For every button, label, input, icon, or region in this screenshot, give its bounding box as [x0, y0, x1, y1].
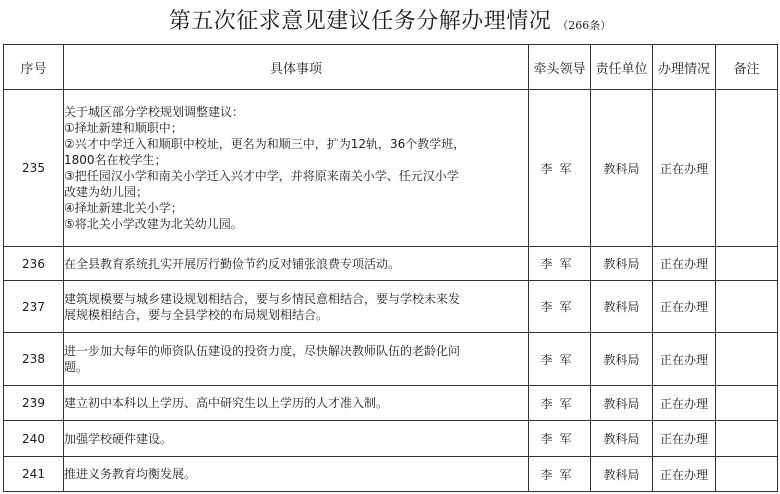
item-line: 题。	[64, 360, 89, 374]
row-unit: 教科局	[591, 457, 653, 492]
table-row	[4, 281, 778, 333]
header-item: 具体事项	[64, 45, 529, 90]
row-item	[64, 247, 529, 281]
header-num: 序号	[4, 45, 64, 90]
item-line: 建筑规模要与城乡建设规划相结合，要与乡情民意相结合，要与学校未来发	[64, 291, 461, 306]
row-status: 正在办理	[653, 421, 716, 457]
table-body	[4, 90, 778, 492]
item-line: 推进义务教育均衡发展。	[64, 467, 197, 481]
item-line: ④择址新建北关小学；	[64, 201, 183, 215]
row-status: 正在办理	[653, 333, 716, 386]
item-line: 建立初中本科以上学历、高中研究生以上学历的人才准入制。	[64, 396, 389, 410]
row-note	[716, 281, 778, 333]
row-item	[64, 386, 529, 421]
row-number: 237	[4, 281, 64, 333]
row-lead: 李军	[529, 333, 591, 386]
header-note: 备注	[716, 45, 778, 90]
row-status: 正在办理	[653, 281, 716, 333]
document-title	[0, 0, 780, 44]
row-lead: 李军	[529, 386, 591, 421]
item-line: 展规模相结合，要与全县学校的布局规划相结合。	[64, 307, 329, 322]
row-number: 235	[4, 90, 64, 247]
row-note	[716, 333, 778, 386]
item-line: 进一步加大每年的师资队伍建设的投资力度，尽快解决教师队伍的老龄化问	[64, 344, 461, 358]
item-line: ①择址新建和顺职中；	[64, 121, 183, 135]
row-item	[64, 281, 529, 333]
row-note	[716, 90, 778, 247]
table-row	[4, 247, 778, 281]
item-line: 关于城区部分学校规划调整建议：	[64, 105, 245, 119]
row-unit: 教科局	[591, 421, 653, 457]
row-note	[716, 421, 778, 457]
row-unit: 教科局	[591, 333, 653, 386]
row-item	[64, 421, 529, 457]
table-row	[4, 457, 778, 492]
row-status: 正在办理	[653, 386, 716, 421]
row-note	[716, 247, 778, 281]
item-line: 加强学校硬件建设。	[64, 431, 173, 446]
header-status: 办理情况	[653, 45, 716, 90]
table-row	[4, 90, 778, 247]
row-lead: 李军	[529, 421, 591, 457]
row-number: 241	[4, 457, 64, 492]
table-row	[4, 421, 778, 457]
row-number: 240	[4, 421, 64, 457]
row-lead: 李军	[529, 281, 591, 333]
item-line: ②兴才中学迁入和顺职中校址，更名为和顺三中，扩为12轨，36个教学班，	[64, 137, 466, 151]
item-line: ③把任园汉小学和南关小学迁入兴才中学，并将原来南关小学、任元汉小学	[64, 169, 459, 183]
title-main: 第五次征求意见建议任务分解办理情况	[168, 9, 552, 34]
row-unit: 教科局	[591, 90, 653, 247]
row-lead: 李军	[529, 457, 591, 492]
row-unit: 教科局	[591, 386, 653, 421]
row-note	[716, 457, 778, 492]
row-note	[716, 386, 778, 421]
row-item	[64, 90, 529, 247]
row-status: 正在办理	[653, 90, 716, 247]
table-row	[4, 386, 778, 421]
row-number: 238	[4, 333, 64, 386]
row-unit: 教科局	[591, 281, 653, 333]
row-number: 236	[4, 247, 64, 281]
item-line: ⑤将北关小学改建为北关幼儿园。	[64, 217, 243, 231]
task-table	[3, 44, 778, 492]
row-item	[64, 333, 529, 386]
row-unit: 教科局	[591, 247, 653, 281]
item-line: 1800名在校学生；	[64, 153, 167, 167]
row-lead: 李军	[529, 247, 591, 281]
header-lead: 牵头领导	[529, 45, 591, 90]
row-status: 正在办理	[653, 457, 716, 492]
header-row	[4, 45, 778, 90]
row-number: 239	[4, 386, 64, 421]
item-line: 在全县教育系统扎实开展厉行勤俭节约反对铺张浪费专项活动。	[64, 256, 401, 271]
header-unit: 责任单位	[591, 45, 653, 90]
row-item	[64, 457, 529, 492]
title-count: （266条）	[557, 19, 612, 32]
row-status: 正在办理	[653, 247, 716, 281]
row-lead: 李军	[529, 90, 591, 247]
item-line: 改建为幼儿园；	[64, 185, 149, 199]
table-row	[4, 333, 778, 386]
